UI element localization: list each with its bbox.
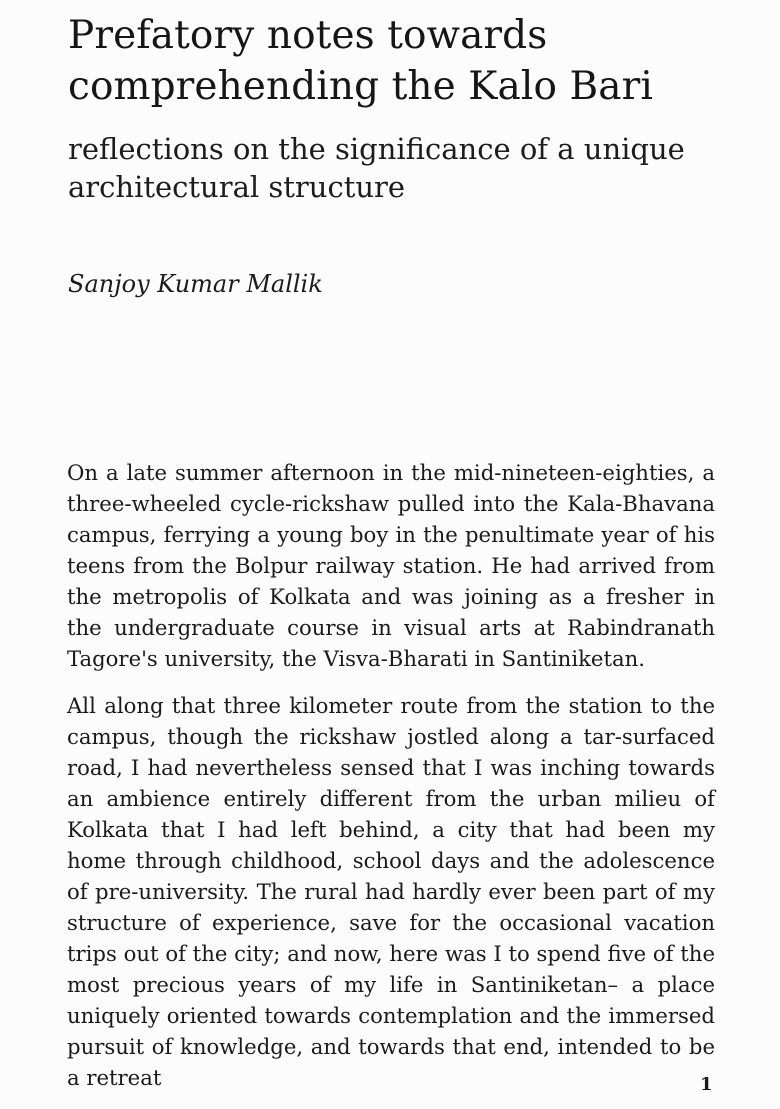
paragraph: All along that three kilometer route from the station to the campus, though the rickshaw jostled along a tar-surfaced road, I had nevertheless sensed that I was inching towards an ambience entirely different from the urban milieu of Kolkata that I had left behind, a city that had been my home through childhood, school days and the adolescence of pre-university. The rural had hardly ever been part of my structure of experience, save for the occasional vacation trips out of the city; and now, here was I to spend five of the most precious years of my life in Santiniketan– a place uniquely oriented towards contemplation and the immersed pursuit of knowledge, and towards that end, intended to be a retreat xyxy=(67,693,715,1090)
body-text xyxy=(67,457,715,1109)
page-title: Prefatory notes towards comprehending the Kalo Bari xyxy=(68,13,653,109)
paragraph: On a late summer afternoon in the mid-nineteen-eighties, a three-wheeled cycle-rickshaw pulled into the Kala-Bhavana campus, ferrying a young boy in the penultimate year of his teens from the Bolpur railway station. He had arrived from the metropolis of Kolkata and was joining as a fresher in the undergraduate course in visual arts at Rabindranath Tagore's university, the Visva-Bharati in Santiniketan. xyxy=(67,460,715,671)
author-name: Sanjoy Kumar Mallik xyxy=(68,270,323,298)
page-subtitle: reflections on the significance of a unique architectural structure xyxy=(68,132,685,204)
page-number: 1 xyxy=(700,1074,713,1095)
